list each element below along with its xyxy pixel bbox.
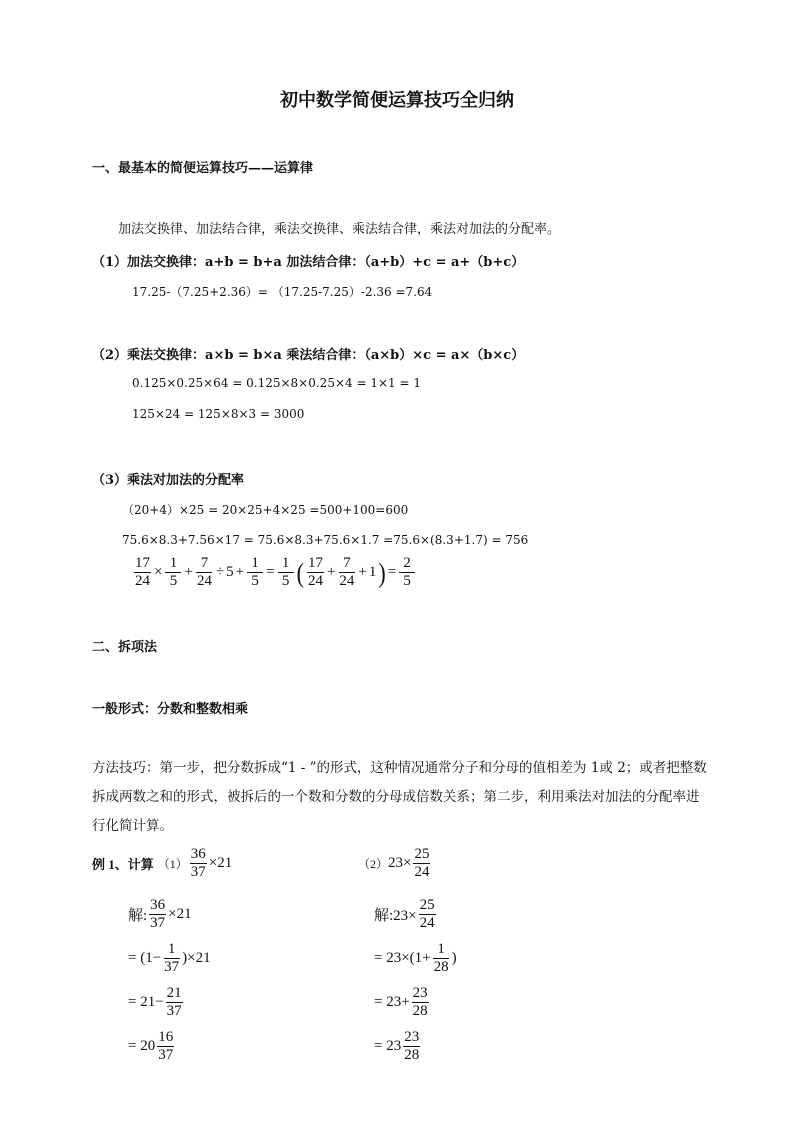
multiplication-laws-title: （2）乘法交换律：a×b = b×a 乘法结合律：（a×b）×c = a×（b×c） [92,348,525,363]
fraction: $\frac{2}{5}$ [399,555,415,590]
fraction: $\frac{7}{24}$ [196,555,212,589]
fraction: $\frac{36}{37}$ [150,897,166,931]
fraction-equation: $\frac{17}{24}$ × $\frac{1}{5}$ + $\frac{7}{24}$ ÷ 5 + $\frac{1}{5}$ = $\frac{1}{5}$ ( $\frac{17}{24}$ + $\frac{7}{24}$ + 1 ) = $\frac{2}{5}$ [132,555,417,590]
fraction: $\frac{16}{37}$ [158,1029,174,1063]
multiplication-example-2: 125×24 = 125×8×3 = 3000 [132,407,305,421]
fraction: $\frac{17}{24}$ [135,555,150,589]
distributive-law-title: （3）乘法对加法的分配率 [92,473,245,488]
fraction: $\frac{23}{28}$ [404,1029,420,1063]
multiplication-example-1: 0.125×0.25×64 = 0.125×8×0.25×4 = 1×1 = 1 [132,376,421,390]
example-label: 例 1、计算 [92,857,154,872]
fraction: $\frac{17}{24}$ [307,555,323,589]
addition-example: 17.25-（7.25+2.36）= （17.25-7.25）-2.36 =7.64 [132,285,433,299]
example-1-part-1: 例 1、计算 （1） $\frac{36}{37}$ × 21 [92,846,233,880]
solution-b-line-1: 解:23× $\frac{25}{24}$ [374,897,435,931]
section-heading-2: 二、拆项法 [92,640,158,655]
solution-b-line-2: = 23×(1+ $\frac{1}{28}$ ) [374,941,457,975]
distributive-example-2: 75.6×8.3+7.56×17 = 75.6×8.3+75.6×1.7 =75.6×(8.3+1.7) = 756 [122,533,529,547]
fraction: $\frac{25}{24}$ [419,897,435,931]
solution-b-line-4: = 23 $\frac{23}{28}$ [374,1029,420,1063]
example-1-part-2: （2） 23 × $\frac{25}{24}$ [358,846,430,880]
fraction: $\frac{7}{24}$ [339,555,355,589]
operation-laws-intro: 加法交换律、加法结合律，乘法交换律、乘法结合律，乘法对加法的分配率。 [118,222,561,237]
solution-b-line-3: = 23+ $\frac{23}{28}$ [374,985,428,1019]
solution-a-line-3: = 21− $\frac{21}{37}$ [128,985,182,1019]
solution-a-line-4: = 20 $\frac{16}{37}$ [128,1029,174,1063]
distributive-example-1: （20+4）×25 = 20×25+4×25 =500+100=600 [122,503,409,517]
fraction: $\frac{23}{28}$ [412,985,428,1019]
page-title: 初中数学简便运算技巧全归纳 [280,90,514,111]
method-paragraph: 方法技巧：第一步，把分数拆成“1 - ”的形式，这种情况通常分子和分母的值相差为 1或 2；或者把整数拆成两数之和的形式，被拆后的一个数和分数的分母成倍数关系；第二步，利用乘法对加法的分配率进行化简计算。 [92,760,707,834]
section-heading-1: 一、最基本的简便运算技巧——运算律 [92,161,314,176]
addition-laws-title: （1）加法交换律：a+b = b+a 加法结合律：（a+b）+c = a+（b+c） [92,255,525,270]
fraction: $\frac{1}{37}$ [164,941,180,975]
fraction: $\frac{1}{5}$ [247,555,263,590]
fraction: $\frac{1}{28}$ [433,941,449,975]
fraction: $\frac{1}{5}$ [165,555,181,590]
fraction: $\frac{36}{37}$ [190,846,206,880]
solution-a-line-1: 解: $\frac{36}{37}$ ×21 [128,897,192,931]
general-form-heading: 一般形式：分数和整数相乘 [92,702,249,717]
fraction: $\frac{21}{37}$ [166,985,182,1019]
solution-a-line-2: = (1− $\frac{1}{37}$ )×21 [128,941,211,975]
fraction: $\frac{25}{24}$ [414,846,430,880]
fraction: $\frac{1}{5}$ [278,555,294,590]
